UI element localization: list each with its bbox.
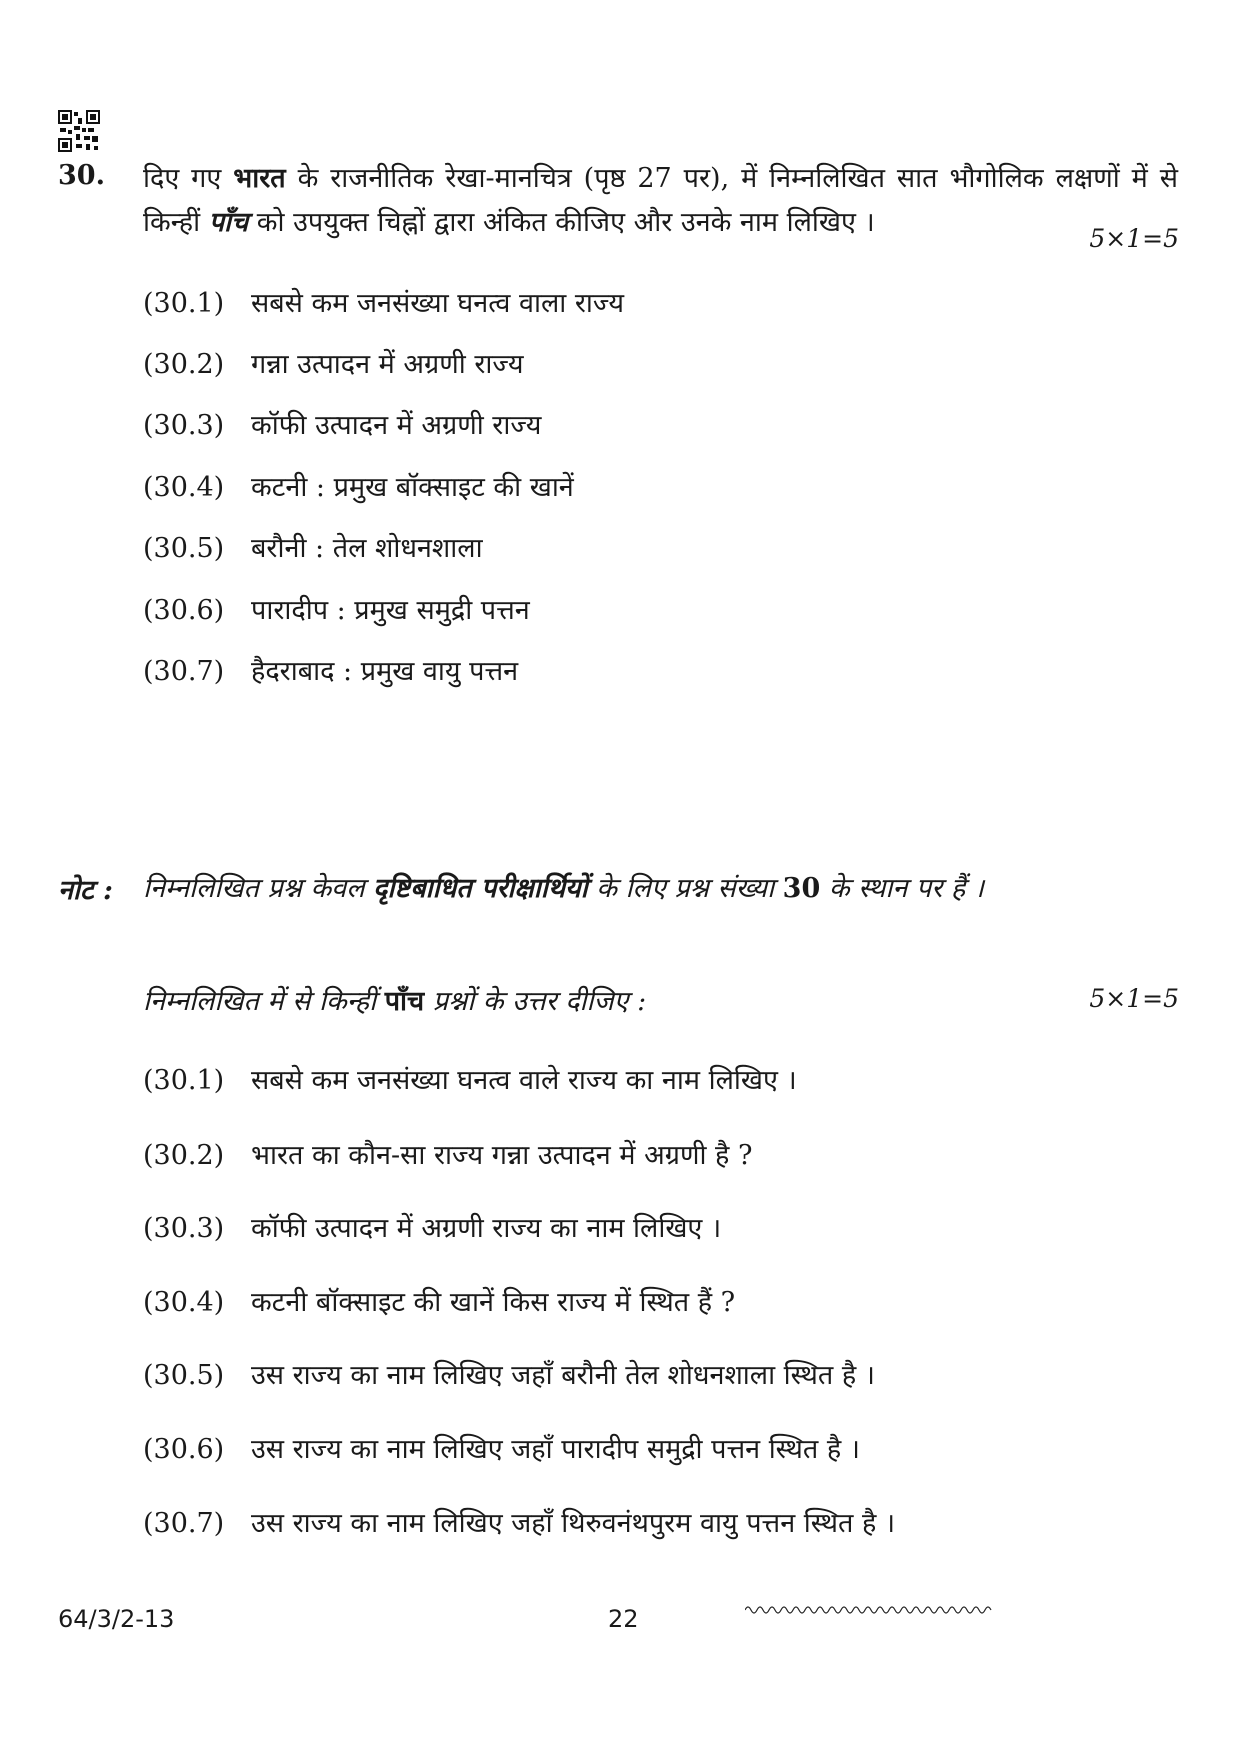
item-text: सबसे कम जनसंख्या घनत्व वाला राज्य [251,288,624,319]
question-bold-paanch: पाँच [208,207,249,238]
question-text-part: दिए गए [143,163,234,194]
item-text: भारत का कौन-सा राज्य गन्ना उत्पादन में अग्रणी है ? [251,1140,753,1171]
item-number: (30.4) [143,1287,225,1318]
page-number: 22 [608,1605,639,1633]
note-text-part: के लिए प्रश्न संख्या [587,873,783,904]
item-number: (30.1) [143,1065,225,1096]
note-bold-text: दृष्टिबाधित परीक्षार्थियों [373,873,588,904]
map-item [143,283,624,320]
item-text: उस राज्य का नाम लिखिए जहाँ बरौनी तेल शोधनशाला स्थित है । [251,1360,876,1391]
alt-question-item [143,1135,752,1172]
item-number: (30.2) [143,349,225,380]
note-label: नोट : [58,875,113,906]
alt-question-item [143,1208,721,1245]
instruction-part: निम्नलिखित में से किन्हीं [143,986,385,1017]
question-text-part: को उपयुक्त चिह्नों द्वारा अंकित कीजिए और उनके नाम लिखिए । [248,207,875,238]
question-marks: 5×1=5 [1089,224,1179,253]
question-bold-bharat: भारत [233,163,286,194]
map-item [143,467,574,504]
note-bold-number: 30 [782,873,821,904]
note-marks: 5×1=5 [1089,984,1179,1013]
alt-question-item [143,1282,735,1319]
map-item [143,405,541,442]
item-text: कॉफी उत्पादन में अग्रणी राज्य [251,410,542,441]
alt-question-item [143,1355,875,1392]
item-number: (30.7) [143,656,225,687]
qr-code-icon [58,110,100,152]
instruction-bold: पाँच [384,986,425,1017]
item-text: गन्ना उत्पादन में अग्रणी राज्य [251,349,524,380]
map-item [143,651,518,688]
item-text: उस राज्य का नाम लिखिए जहाँ पारादीप समुद्री पत्तन स्थित है । [251,1434,861,1465]
item-number: (30.3) [143,410,225,441]
item-number: (30.2) [143,1140,225,1171]
alt-question-item [143,1503,895,1540]
wave-line-icon [745,1603,995,1617]
question-text [143,157,1178,245]
item-text: कटनी : प्रमुख बॉक्साइट की खानें [251,472,574,503]
item-text: हैदराबाद : प्रमुख वायु पत्तन [251,656,519,687]
map-item [143,344,524,381]
item-number: (30.6) [143,1434,225,1465]
note-text-part: के स्थान पर हैं । [820,873,985,904]
item-number: (30.3) [143,1213,225,1244]
question-text-part: के राजनीतिक रेखा-मानचित्र (पृष्ठ 27 पर), में निम्नलिखित सात भौगोलिक लक्षणों में से किन्हीं [143,163,1179,238]
item-number: (30.7) [143,1508,225,1539]
instruction-part: प्रश्नों के उत्तर दीजिए : [424,986,647,1017]
question-number: 30. [58,160,105,191]
note-instruction [143,981,646,1018]
map-item [143,528,483,565]
item-text: उस राज्य का नाम लिखिए जहाँ थिरुवनंथपुरम वायु पत्तन स्थित है । [251,1508,896,1539]
paper-code: 64/3/2-13 [58,1605,175,1633]
item-number: (30.5) [143,1360,225,1391]
map-item [143,590,530,627]
item-text: कटनी बॉक्साइट की खानें किस राज्य में स्थित हैं ? [251,1287,736,1318]
item-text: सबसे कम जनसंख्या घनत्व वाले राज्य का नाम लिखिए । [251,1065,797,1096]
item-number: (30.1) [143,288,225,319]
alt-question-item [143,1060,797,1097]
item-number: (30.4) [143,472,225,503]
item-text: कॉफी उत्पादन में अग्रणी राज्य का नाम लिखिए । [251,1213,722,1244]
item-number: (30.5) [143,533,225,564]
note-text-part: निम्नलिखित प्रश्न केवल [143,873,374,904]
item-text: बरौनी : तेल शोधनशाला [251,533,483,564]
note-text [143,866,1178,912]
item-text: पारादीप : प्रमुख समुद्री पत्तन [251,595,530,626]
item-number: (30.6) [143,595,225,626]
alt-question-item [143,1429,860,1466]
